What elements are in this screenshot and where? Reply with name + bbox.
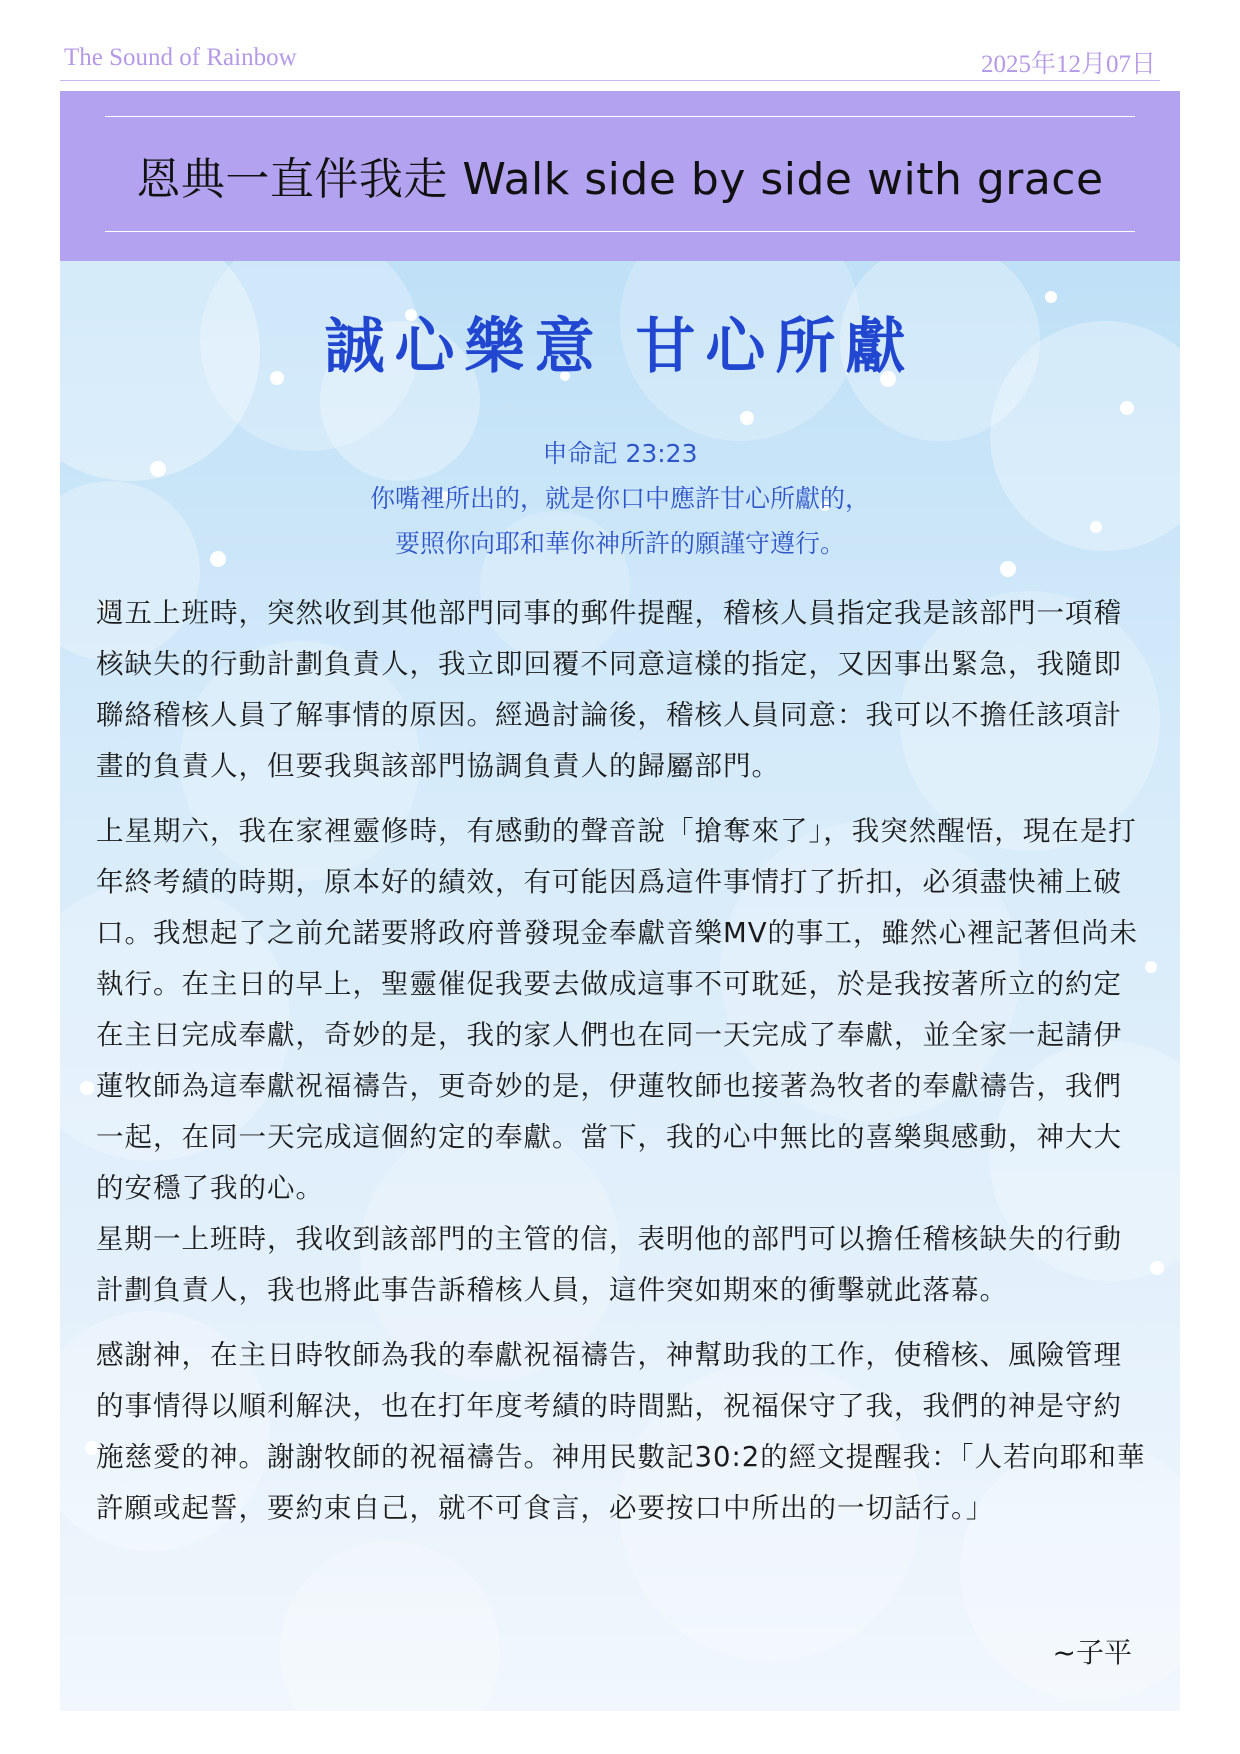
article-body (96, 588, 1146, 1534)
paragraph: 星期一上班時，我收到該部門的主管的信，表明他的部門可以擔任稽核缺失的行動計劃負責人，我也將此事告訴稽核人員，這件突如期來的衝擊就此落幕。 (96, 1223, 1122, 1306)
article-heading: 誠心樂意 甘心所獻 (324, 312, 916, 382)
paragraph: 感謝神，在主日時牧師為我的奉獻祝福禱告，神幫助我的工作，使稽核、風險管理的事情得以順利解決，也在打年度考績的時間點，祝福保守了我，我們的神是守約施慈愛的神。謝謝牧師的祝福禱告。神用民數記30:2的經文提醒我：「人若向耶和華許願或起誓，要約束自己，就不可食言，必要按口中所出的一切話行。」 (96, 1339, 1146, 1524)
scripture-verse (60, 431, 1180, 566)
paragraph: 上星期六，我在家裡靈修時，有感動的聲音說「搶奪來了」，我突然醒悟，現在是打年終考績的時期，原本好的績效，有可能因爲這件事情打了折扣，必須盡快補上破口。我想起了之前允諾要將政府普發現金奉獻音樂MV的事工，雖然心裡記著但尚未執行。在主日的早上，聖靈催促我要去做成這事不可耽延，於是我按著所立的約定在主日完成奉獻，奇妙的是，我的家人們也在同一天完成了奉獻，並全家一起請伊蓮牧師為這奉獻祝福禱告，更奇妙的是，伊蓮牧師也接著為牧者的奉獻禱告，我們一起，在同一天完成這個約定的奉獻。當下，我的心中無比的喜樂與感動，神大大的安穩了我的心。 (96, 815, 1139, 1204)
page-header (60, 40, 1160, 81)
verse-reference: 申命記 23:23 (542, 439, 698, 468)
title-banner (60, 91, 1180, 261)
author-signature: ~子平 (1052, 1636, 1132, 1669)
banner-rule-top (105, 116, 1135, 117)
banner-rule-bottom (105, 231, 1135, 232)
issue-date: 2025年12月07日 (980, 51, 1156, 78)
verse-line-1: 你嘴裡所出的，就是你口中應許甘心所獻的， (369, 484, 870, 513)
verse-line-2: 要照你向耶和華你神所許的願謹守遵行。 (394, 529, 845, 558)
publication-name: The Sound of Rainbow (64, 44, 297, 71)
paragraph: 週五上班時，突然收到其他部門同事的郵件提醒，稽核人員指定我是該部門一項稽核缺失的行動計劃負責人，我立即回覆不同意這樣的指定，又因事出緊急，我隨即聯絡稽核人員了解事情的原因。經過討論後，稽核人員同意：我可以不擔任該項計畫的負責人，但要我與該部門協調負責人的歸屬部門。 (96, 597, 1122, 782)
article-panel (60, 261, 1180, 1711)
banner-title: 恩典一直伴我走 Walk side by side with grace (136, 154, 1104, 205)
